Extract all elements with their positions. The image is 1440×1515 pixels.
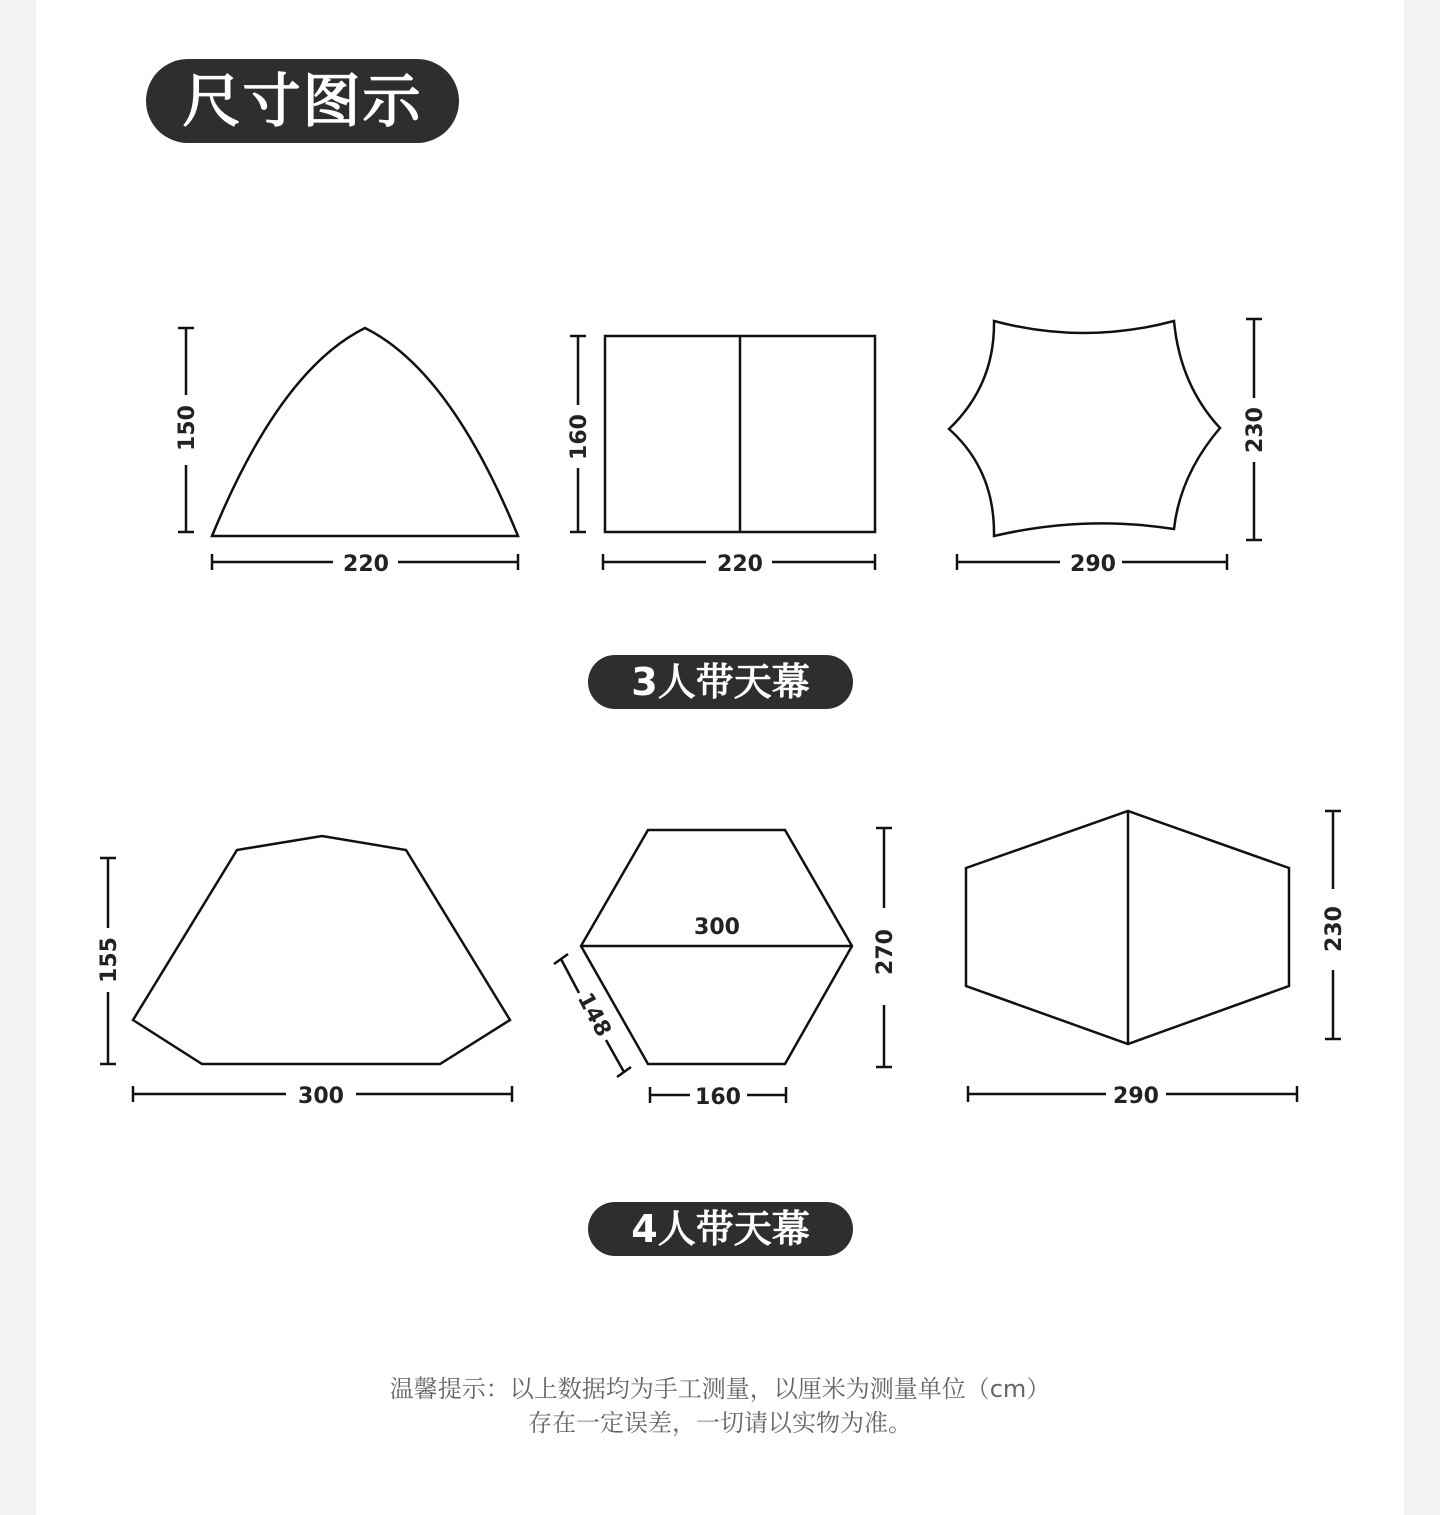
dim-4p-floor-diagonal: 300 bbox=[694, 915, 740, 940]
dim-4p-tarp-height: 230 bbox=[1322, 906, 1347, 952]
tent-3p-front-outline bbox=[212, 328, 518, 536]
section-label-4p: 4人带天幕 bbox=[588, 1202, 853, 1256]
footer-note-line2: 存在一定误差，一切请以实物为准。 bbox=[528, 1409, 912, 1437]
dim-4p-tarp-width: 290 bbox=[1113, 1084, 1159, 1109]
dim-4p-floor-side: 148 bbox=[571, 988, 616, 1042]
dim-4p-floor-bottom: 160 bbox=[695, 1085, 741, 1110]
section-label-3p: 3人带天幕 bbox=[588, 655, 853, 709]
footer-note-line1: 温馨提示：以上数据均为手工测量，以厘米为测量单位（cm） bbox=[389, 1375, 1051, 1403]
dim-4p-front-height: 155 bbox=[97, 937, 122, 983]
tarp-3p-outline bbox=[949, 321, 1220, 536]
tent-4p-front-outline bbox=[133, 836, 510, 1064]
dim-4p-front-width: 300 bbox=[298, 1084, 344, 1109]
dim-3p-side-height: 160 bbox=[567, 414, 592, 460]
dim-3p-front-width: 220 bbox=[343, 552, 389, 577]
dim-3p-tarp-height: 230 bbox=[1243, 407, 1268, 453]
page-title: 尺寸图示 bbox=[146, 59, 459, 143]
dim-3p-tarp-width: 290 bbox=[1070, 552, 1116, 577]
dim-3p-side-width: 220 bbox=[717, 552, 763, 577]
dim-3p-front-height: 150 bbox=[175, 405, 200, 451]
footer-note bbox=[0, 1372, 1440, 1440]
dim-4p-floor-height: 270 bbox=[873, 929, 898, 975]
